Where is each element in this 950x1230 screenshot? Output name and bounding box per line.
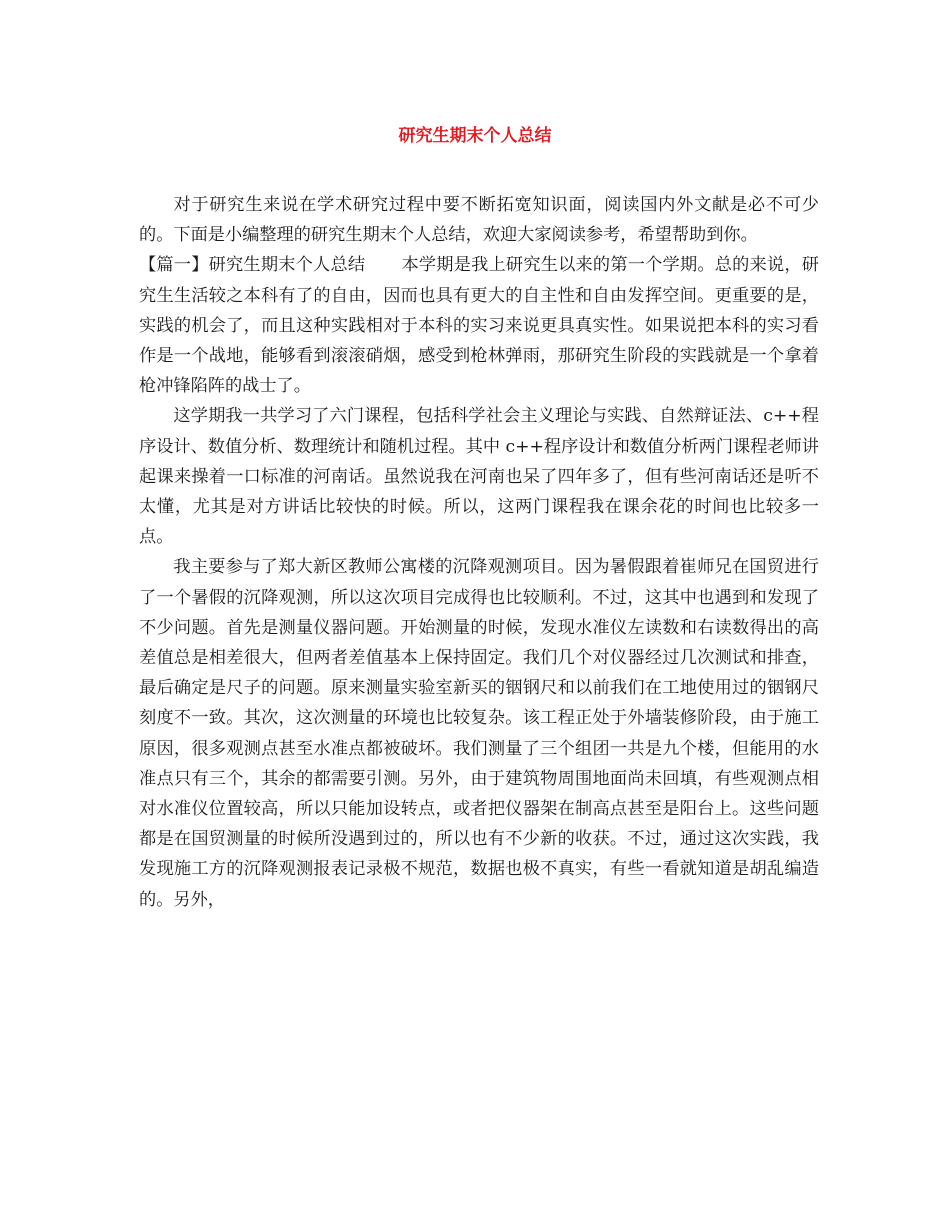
document-body (139, 190, 819, 915)
section-paragraph (139, 250, 819, 401)
section-heading: 【篇一】研究生期末个人总结 (139, 255, 366, 276)
section-first-paragraph: 本学期是我上研究生以来的第一个学期。总的来说，研究生生活较之本科有了的自由，因而也具有更大的自主性和自由发挥空间。更重要的是，实践的机会了，而且这种实践相对于本科的实习来说更具真实性。如果说把本科的实习看作是一个战地，能够看到滚滚硝烟，感受到枪林弹雨，那研究生阶段的实践就是一个拿着枪冲锋陷阵的战士了。 (139, 255, 819, 397)
document-title: 研究生期末个人总结 (398, 126, 552, 146)
intro-paragraph: 对于研究生来说在学术研究过程中要不断拓宽知识面，阅读国内外文献是必不可少的。下面是小编整理的研究生期末个人总结，欢迎大家阅读参考，希望帮助到你。 (139, 195, 819, 246)
body-paragraph-project: 我主要参与了郑大新区教师公寓楼的沉降观测项目。因为暑假跟着崔师兄在国贸进行了一个暑假的沉降观测，所以这次项目完成得也比较顺利。不过，这其中也遇到和发现了不少问题。首先是测量仪器问题。开始测量的时候，发现水准仪左读数和右读数得出的高差值总是相差很大，但两者差值基本上保持固定。我们几个对仪器经过几次测试和排查，最后确定是尺子的问题。原来测量实验室新买的铟钢尺和以前我们在工地使用过的铟钢尺刻度不一致。其次，这次测量的环境也比较复杂。该工程正处于外墙装修阶段，由于施工原因，很多观测点甚至水准点都被破坏。我们测量了三个组团一共是九个楼，但能用的水准点只有三个，其余的都需要引测。另外，由于建筑物周围地面尚未回填，有些观测点相对水准仪位置较高，所以只能加设转点，或者把仪器架在制高点甚至是阳台上。这些问题都是在国贸测量的时候所没遇到过的，所以也有不少新的收获。不过，通过这次实践，我发现施工方的沉降观测报表记录极不规范，数据也极不真实，有些一看就知道是胡乱编造的。另外， (139, 557, 819, 910)
body-paragraph-courses: 这学期我一共学习了六门课程，包括科学社会主义理论与实践、自然辩证法、c++程序设计、数值分析、数理统计和随机过程。其中 c++程序设计和数值分析两门课程老师讲起课来操着一口标准的河南话。虽然说我在河南也呆了四年多了，但有些河南话还是听不太懂，尤其是对方讲话比较快的时候。所以，这两门课程我在课余花的时间也比较多一点。 (139, 406, 819, 548)
